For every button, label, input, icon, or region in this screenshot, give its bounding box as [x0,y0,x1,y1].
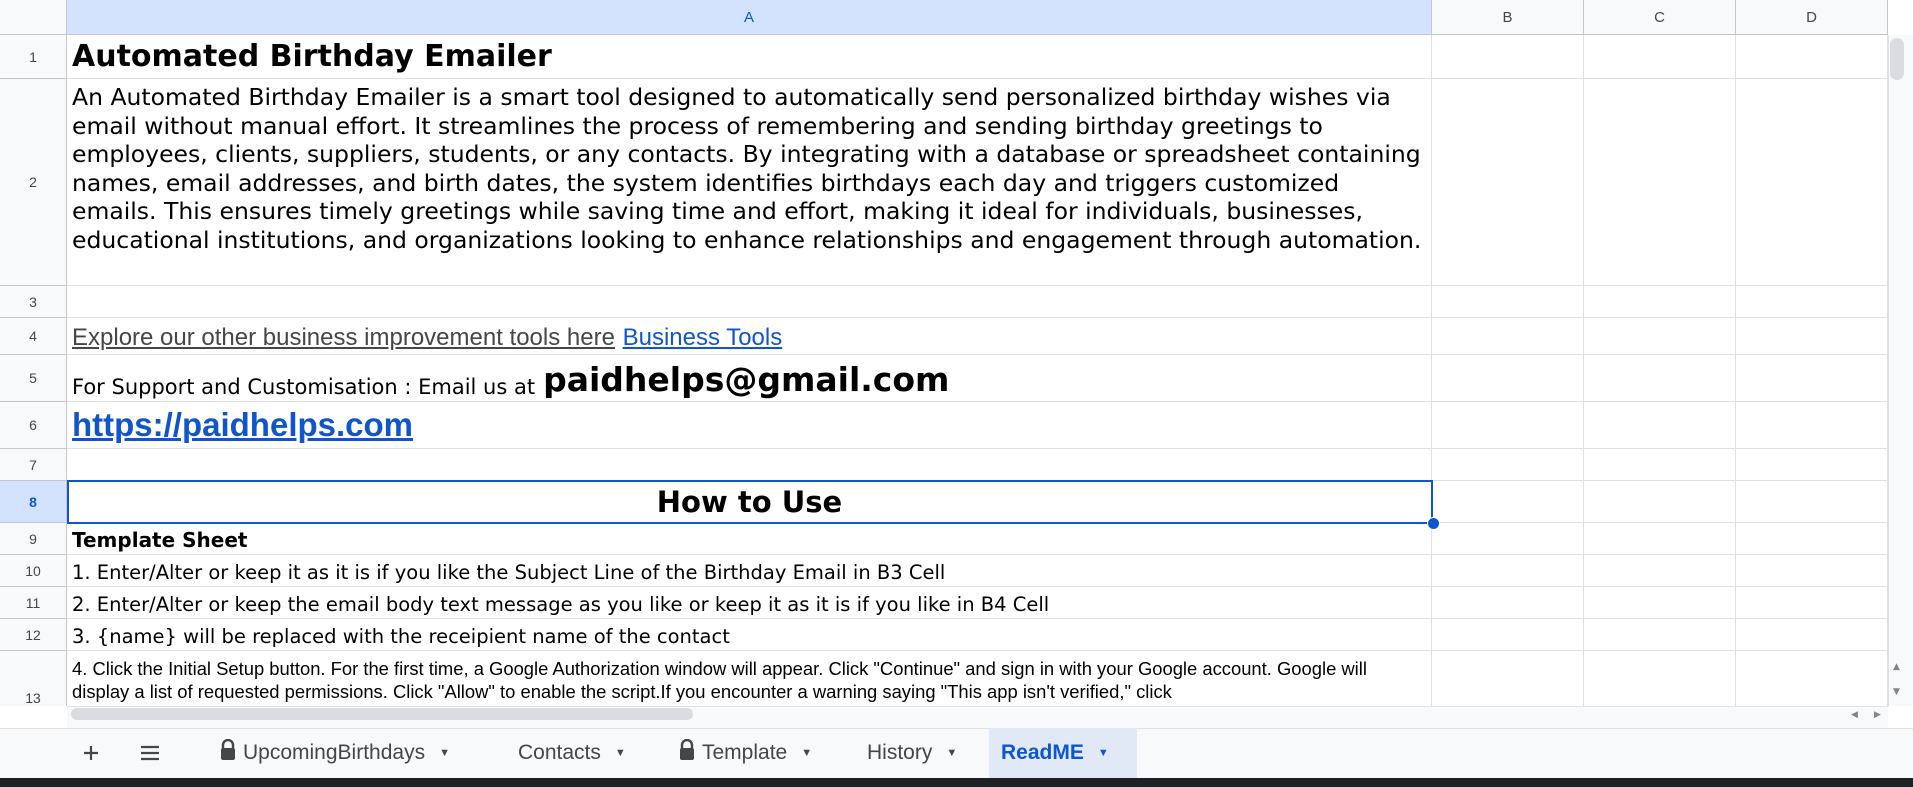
tab-label: Contacts [518,741,601,764]
row-header-6[interactable]: 6 [0,402,67,449]
explore-tools-text: Explore our other business improvement tools here [72,324,615,351]
cell-b9[interactable] [1432,523,1584,555]
tab-label: Template [702,741,788,764]
tab-template[interactable] [666,728,841,778]
select-all-corner[interactable] [0,0,67,35]
cell-d7[interactable] [1736,449,1888,481]
cell-a10[interactable]: 1. Enter/Alter or keep it as it is if you like the Subject Line of the Birthday Email in B3 Cell [67,555,1432,587]
cell-b13[interactable] [1432,651,1584,706]
cell-b7[interactable] [1432,449,1584,481]
chevron-down-icon[interactable]: ▼ [946,747,958,759]
cell-a13[interactable]: 4. Click the Initial Setup button. For the first time, a Google Authorization window will appear. Click "Continue" and sign in with your Google account. Google will display a list of requested permissions. Click "Allow" to enable the script.If you encounter a warning saying "This app isn't verified," click [67,651,1432,706]
cell-b12[interactable] [1432,619,1584,651]
support-email: paidhelps@gmail.com [543,360,950,399]
cell-a11[interactable]: 2. Enter/Alter or keep the email body text message as you like or keep it as it is if you like in B4 Cell [67,587,1432,619]
cell-a3[interactable] [67,286,1432,318]
cell-a2-description[interactable]: An Automated Birthday Emailer is a smart tool designed to automatically send personalized birthday wishes via email without manual effort. It streamlines the process of remembering and sending birthday greetings to employees, clients, suppliers, students, or any contacts. By integrating with a database or spreadsheet containing names, email addresses, and birth dates, the system identifies birthdays each day and triggers customized emails. This ensures timely greetings while saving time and effort, making it ideal for individuals, businesses, educational institutions, and organizations looking to enhance relationships and engagement through automation. [67,79,1432,286]
cell-b8[interactable] [1432,481,1584,523]
tab-label: UpcomingBirthdays [243,741,426,764]
row-header-4[interactable]: 4 [0,318,67,355]
vertical-scroll-thumb[interactable] [1890,38,1904,80]
cell-a9[interactable]: Template Sheet [67,523,1432,555]
cell-a1-title[interactable]: Automated Birthday Emailer [67,35,1432,79]
fill-handle[interactable] [1427,517,1440,530]
lock-icon [678,739,696,767]
cell-c7[interactable] [1584,449,1736,481]
scroll-up-icon[interactable]: ▲ [1893,662,1900,672]
horizontal-scroll-thumb[interactable] [71,708,693,720]
window-bottom-edge [0,778,1913,787]
cell-c10[interactable] [1584,555,1736,587]
cell-a6[interactable] [67,402,1432,449]
cell-b10[interactable] [1432,555,1584,587]
row-header-10[interactable]: 10 [0,555,67,587]
row-header-13[interactable]: 13 [0,651,67,706]
cell-a5[interactable] [67,355,1432,402]
row-header-1[interactable]: 1 [0,35,67,79]
cell-b4[interactable] [1432,318,1584,355]
cell-a12[interactable]: 3. {name} will be replaced with the receipient name of the contact [67,619,1432,651]
chevron-down-icon[interactable]: ▼ [801,747,813,759]
cell-c9[interactable] [1584,523,1736,555]
cell-d8[interactable] [1736,481,1888,523]
plus-icon [81,743,101,763]
cell-c11[interactable] [1584,587,1736,619]
chevron-down-icon[interactable]: ▼ [614,747,626,759]
cell-c2[interactable] [1584,79,1736,286]
column-header-c[interactable]: C [1584,0,1736,35]
cell-d11[interactable] [1736,587,1888,619]
tab-readme[interactable] [989,728,1137,778]
row-header-9[interactable]: 9 [0,523,67,555]
cell-d3[interactable] [1736,286,1888,318]
vertical-scrollbar[interactable] [1888,35,1913,706]
cell-c1[interactable] [1584,35,1736,79]
tab-history[interactable] [855,728,984,778]
tab-contacts[interactable] [506,728,650,778]
chevron-down-icon[interactable]: ▼ [439,747,450,759]
row-header-12[interactable]: 12 [0,619,67,651]
cell-d2[interactable] [1736,79,1888,286]
cell-d4[interactable] [1736,318,1888,355]
cell-c8[interactable] [1584,481,1736,523]
cell-a7[interactable] [67,449,1432,481]
scroll-down-icon[interactable]: ▼ [1893,687,1900,697]
cell-d12[interactable] [1736,619,1888,651]
tab-label: ReadME [1001,741,1084,764]
lock-icon [219,739,237,767]
column-header-d[interactable]: D [1736,0,1888,35]
row-header-5[interactable]: 5 [0,355,67,402]
website-link[interactable]: https://paidhelps.com [72,406,414,443]
row-header-8[interactable]: 8 [0,481,67,523]
add-sheet-button[interactable] [72,728,110,778]
cell-b11[interactable] [1432,587,1584,619]
column-header-a[interactable]: A [67,0,1432,35]
cell-c12[interactable] [1584,619,1736,651]
cell-a4[interactable] [67,318,1432,355]
cell-d6[interactable] [1736,402,1888,449]
cell-b1[interactable] [1432,35,1584,79]
all-sheets-button[interactable] [130,728,170,778]
row-header-11[interactable]: 11 [0,587,67,619]
tab-label: History [867,741,933,764]
cell-d10[interactable] [1736,555,1888,587]
row-header-2[interactable]: 2 [0,79,67,286]
chevron-down-icon[interactable]: ▼ [1097,747,1109,759]
column-header-b[interactable]: B [1432,0,1584,35]
cell-d13[interactable] [1736,651,1888,706]
cell-c5[interactable] [1584,355,1736,402]
business-tools-link[interactable]: Business Tools [622,324,783,351]
tab-upcoming-birthdays[interactable] [207,728,488,778]
cell-c13[interactable] [1584,651,1736,706]
menu-icon [139,744,161,762]
cell-c3[interactable] [1584,286,1736,318]
cell-d9[interactable] [1736,523,1888,555]
cell-c4[interactable] [1584,318,1736,355]
cell-b2[interactable] [1432,79,1584,286]
cell-b3[interactable] [1432,286,1584,318]
cell-d1[interactable] [1736,35,1888,79]
row-header-7[interactable]: 7 [0,449,67,481]
cell-b5[interactable] [1432,355,1584,402]
cell-b6[interactable] [1432,402,1584,449]
scroll-left-icon[interactable]: ◀ [1851,710,1858,720]
cell-a8-how-to-use[interactable]: How to Use [67,481,1432,523]
support-text: For Support and Customisation : Email us at [72,375,536,399]
scroll-right-icon[interactable]: ▶ [1874,710,1881,720]
cell-c6[interactable] [1584,402,1736,449]
cell-d5[interactable] [1736,355,1888,402]
row-header-3[interactable]: 3 [0,286,67,318]
